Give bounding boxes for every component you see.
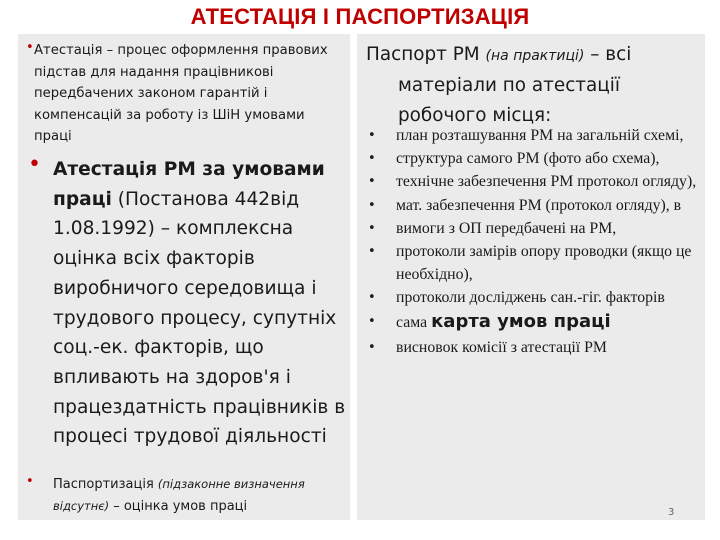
passport-note: (на практиці) (485, 48, 585, 64)
definition-passportization (53, 474, 343, 517)
list-item: • структура самого РМ (фото або схема), (366, 147, 702, 170)
workplace-attestation-term: Атестація РМ за умовами праці (53, 159, 325, 210)
bullet-icon: • (26, 40, 34, 55)
definition-attestation: Атестація – процес оформлення правових підстав для надання працівникові передбачених законом гарантій і компенсацій за роботу із ШіН умовами праці (34, 43, 328, 145)
passport-term: Паспорт РМ (366, 44, 480, 65)
work-conditions-card: карта умов праці (431, 310, 611, 332)
passportization-note: (підзаконне визначення відсутнє) (53, 477, 305, 513)
passport-heading (366, 40, 704, 131)
bullet-icon: • (368, 151, 376, 167)
bullet-icon: • (368, 339, 376, 355)
passportization-term: Паспортизація (53, 477, 154, 492)
definition-workplace-attestation (53, 155, 353, 452)
bullet-icon: • (368, 197, 376, 213)
bullet-icon: • (368, 174, 376, 190)
list-item: • технічне забезпечення РМ протокол огляду), (366, 170, 702, 193)
bullet-icon: • (368, 290, 376, 306)
list-item: • вимоги з ОП передбачені на РМ, (366, 217, 702, 240)
page-number: 3 (668, 507, 675, 518)
list-item: • протоколи замірів опору проводки (якщо це необхідно), (366, 240, 702, 286)
bullet-icon: • (28, 152, 41, 177)
workplace-attestation-text: (Постанова 442від 1.08.1992) – комплексна оцінка всіх факторів виробничого середовища і трудового процесу, супутніх соц.-ек. факторів, що впливають на здоров'я і працездатність працівників в процесі трудової діяльності (53, 188, 346, 448)
list-item: • мат. забезпечення РМ (протокол огляду), в (366, 194, 702, 217)
passportization-text: – оцінка умов праці (109, 498, 248, 514)
passport-heading-rest: – всі (584, 44, 632, 65)
bullet-icon: • (368, 128, 376, 143)
list-item: • сама карта умов праці (368, 310, 611, 332)
bullet-icon: • (368, 244, 376, 260)
list-item: • протоколи досліджень сан.-гіг. факторів (366, 286, 702, 309)
list-item: • висновок комісії з атестації РМ (366, 336, 702, 359)
passport-contents-list (366, 124, 702, 359)
bullet-icon: • (368, 220, 376, 236)
passport-heading-continuation: матеріали по атестації робочого місця: (398, 75, 621, 126)
bullet-icon: • (368, 313, 376, 329)
bullet-icon: • (26, 474, 34, 489)
slide-title: АТЕСТАЦІЯ І ПАСПОРТИЗАЦІЯ (190, 4, 530, 29)
list-item: • план розташування РМ на загальній схемі, (366, 124, 702, 147)
